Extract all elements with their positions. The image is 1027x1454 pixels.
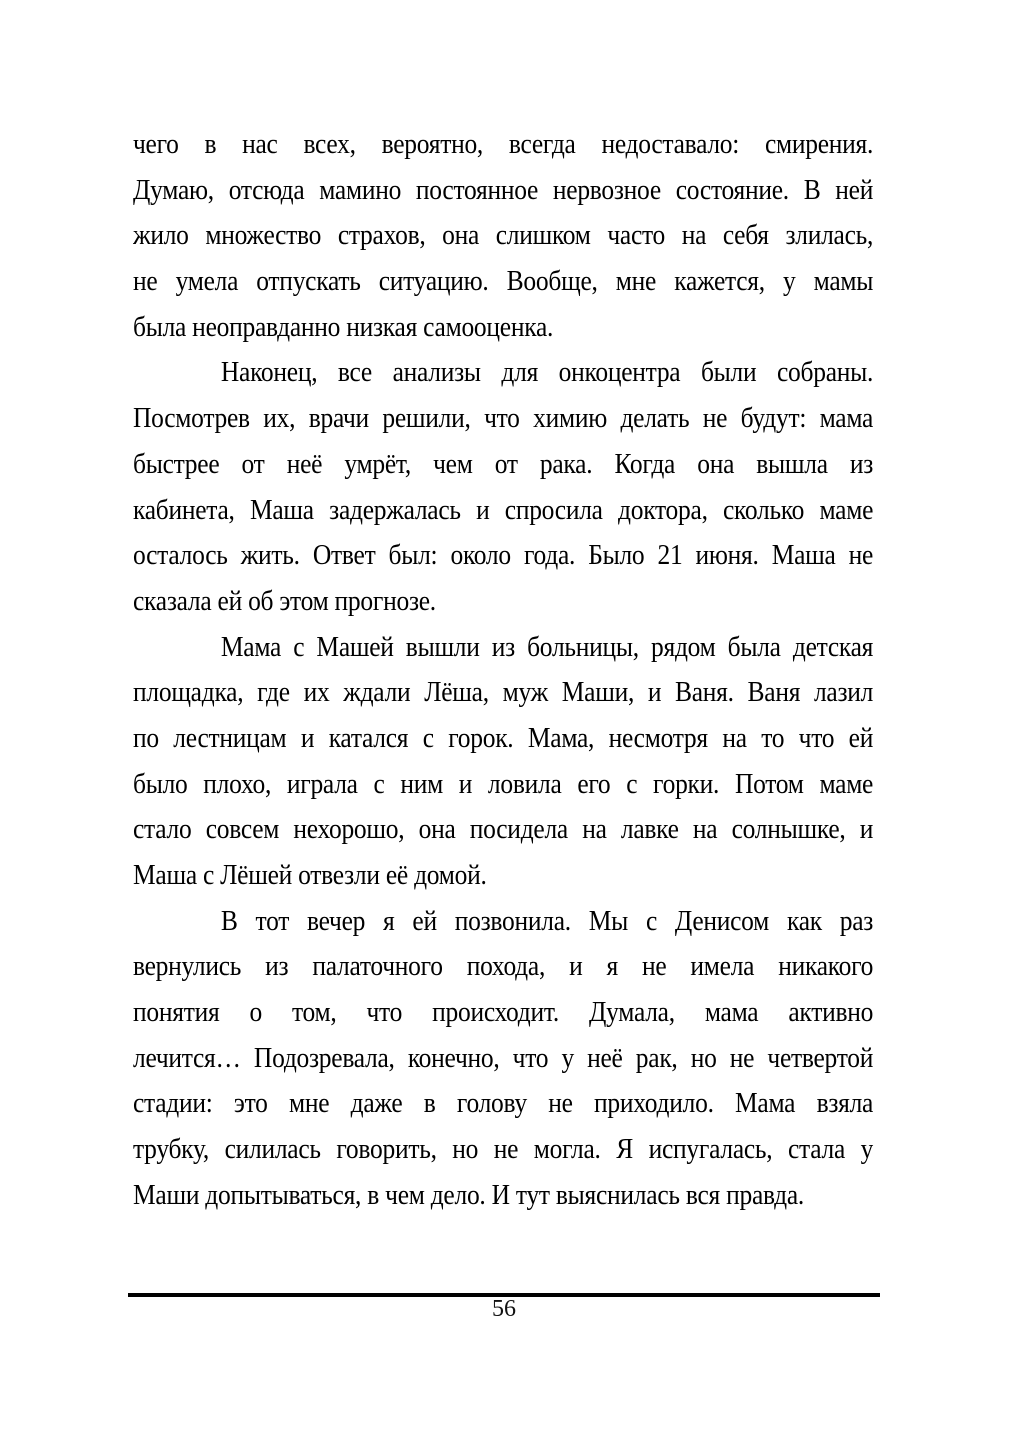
text-line: Маша с Лёшей отвезли её домой. [133,859,487,891]
text-line: трубку, силилась говорить, но не могла. Я испугалась, стала у [133,1133,874,1166]
text-line: площадка, где их ждали Лёша, муж Маши, и Ваня. Ваня лазил [133,676,874,709]
text-line: чего в нас всех, вероятно, всегда недоставало: смирения. [133,128,874,160]
text-line: понятия о том, что происходит. Думала, мама активно [133,996,874,1029]
text-line: Мама с Машей вышли из больницы, рядом была детская [220,630,874,663]
text-line: Думаю, отсюда мамино постоянное нервозное состояние. В ней [133,173,874,206]
text-line: кабинета, Маша задержалась и спросила доктора, сколько маме [133,493,874,526]
text-line: по лестницам и катался с горок. Мама, несмотря на то что ей [133,721,874,754]
text-line: быстрее от неё умрёт, чем от рака. Когда она вышла из [133,447,874,480]
text-line: стало совсем нехорошо, она посидела на лавке на солнышке, и [133,813,874,846]
page-text-block [133,122,873,1219]
text-line: Маши допытываться, в чем дело. И тут выяснилась вся правда. [133,1178,805,1211]
text-line: была неоправданно низкая самооценка. [133,310,554,343]
text-line: осталось жить. Ответ был: около года. Было 21 июня. Маша не [133,539,874,572]
text-line: жило множество страхов, она слишком часто на себя злилась, [133,219,874,252]
text-line: Посмотрев их, врачи решили, что химию делать не будут: мама [133,402,874,435]
text-line: сказала ей об этом прогнозе. [133,584,436,617]
text-line: В тот вечер я ей позвонила. Мы с Денисом как раз [220,904,874,937]
text-line: Наконец, все анализы для онкоцентра были собраны. [220,356,874,389]
text-line: вернулись из палаточного похода, и я не имела никакого [133,950,874,983]
text-line: стадии: это мне даже в голову не приходило. Мама взяла [133,1087,874,1120]
text-line: не умела отпускать ситуацию. Вообще, мне кажется, у мамы [133,265,874,298]
text-line: лечится… Подозревала, конечно, что у неё рак, но не четвертой [133,1041,874,1074]
page-number: 56 [492,1296,516,1322]
text-line: было плохо, играла с ним и ловила его с горки. Потом маме [133,767,874,800]
